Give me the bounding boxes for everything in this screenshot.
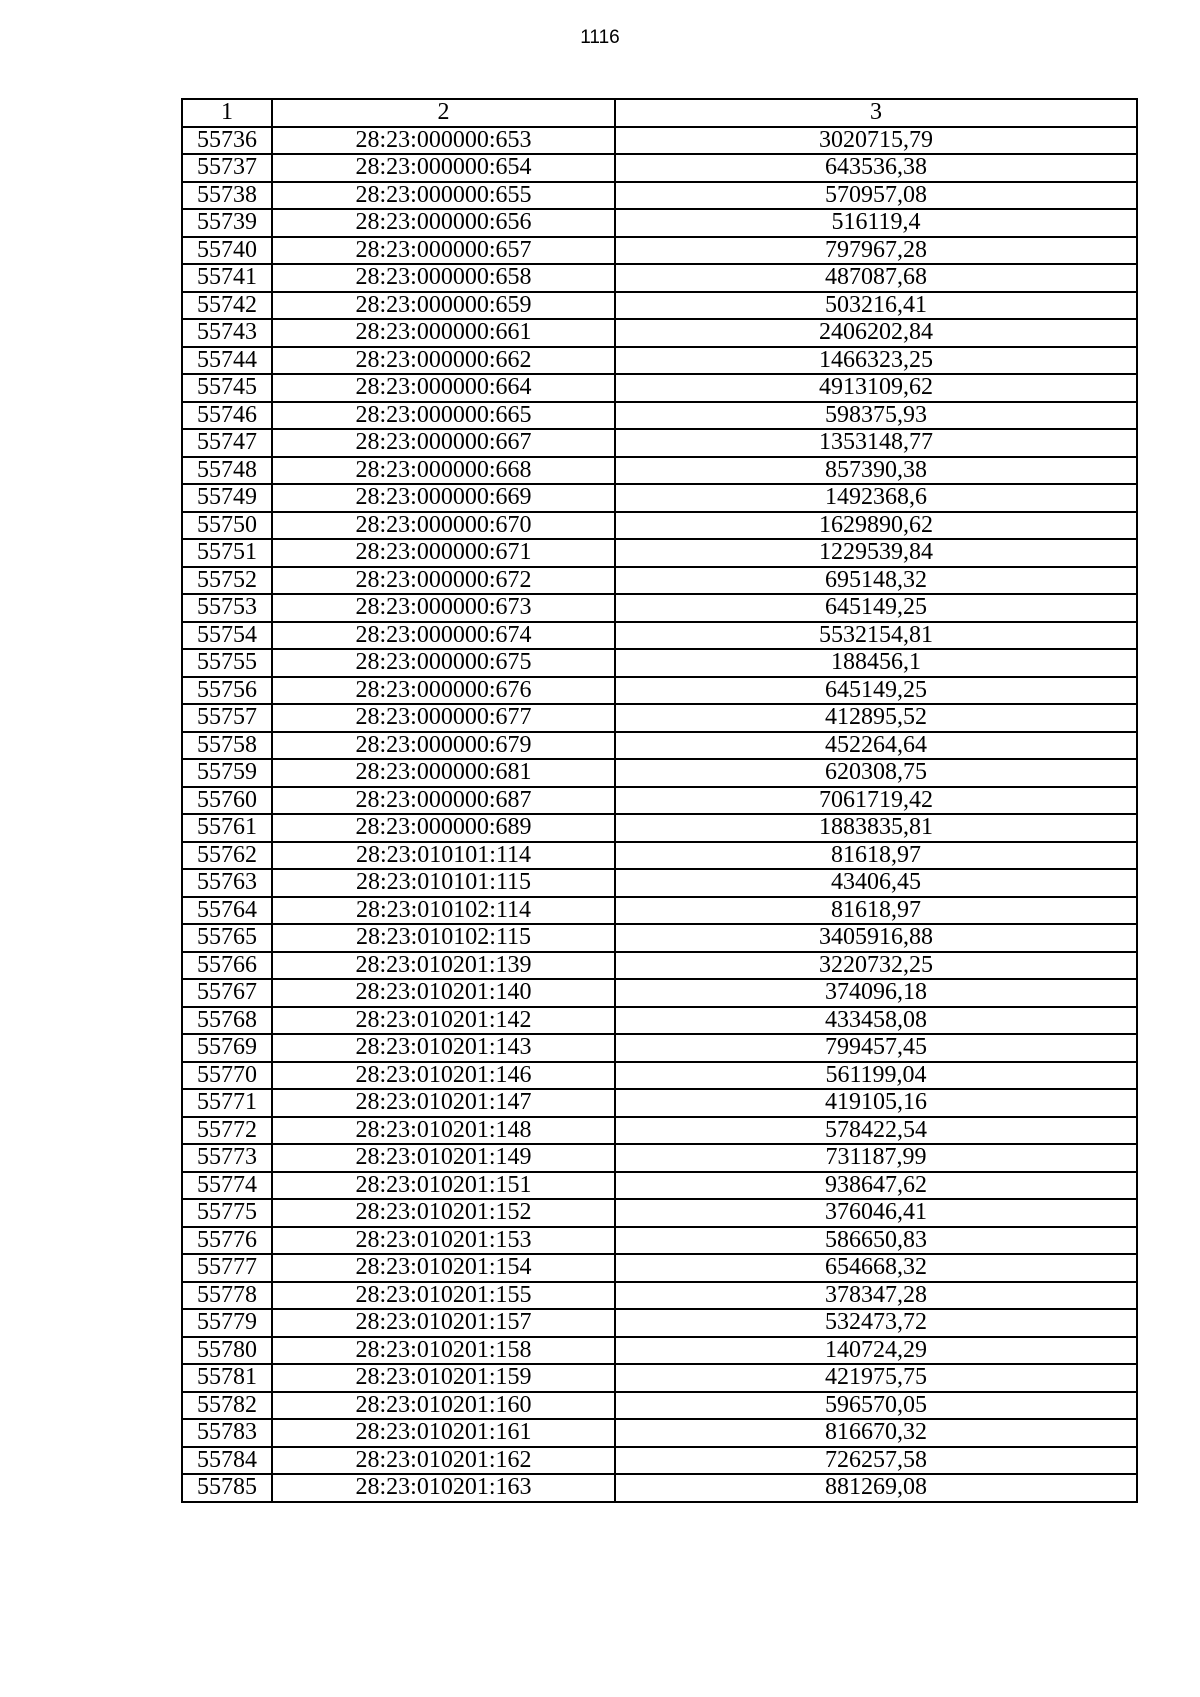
row-number-cell: 55778 [182, 1282, 272, 1310]
cadastral-number-cell: 28:23:000000:656 [272, 209, 615, 237]
value-cell: 938647,62 [615, 1172, 1137, 1200]
table-row [182, 897, 1137, 925]
table-row [182, 1282, 1137, 1310]
table-body [182, 127, 1137, 1502]
row-number-cell: 55760 [182, 787, 272, 815]
table-row [182, 209, 1137, 237]
table-row [182, 1227, 1137, 1255]
table-row [182, 154, 1137, 182]
cadastral-number-cell: 28:23:000000:667 [272, 429, 615, 457]
cadastral-number-cell: 28:23:010102:115 [272, 924, 615, 952]
cadastral-number-cell: 28:23:000000:674 [272, 622, 615, 650]
row-number-cell: 55768 [182, 1007, 272, 1035]
table-row [182, 264, 1137, 292]
table-row [182, 704, 1137, 732]
table-row [182, 539, 1137, 567]
row-number-cell: 55780 [182, 1337, 272, 1365]
cadastral-number-cell: 28:23:010201:139 [272, 952, 615, 980]
value-cell: 726257,58 [615, 1447, 1137, 1475]
value-cell: 857390,38 [615, 457, 1137, 485]
cadastral-number-cell: 28:23:000000:655 [272, 182, 615, 210]
row-number-cell: 55750 [182, 512, 272, 540]
table-row [182, 1254, 1137, 1282]
value-cell: 2406202,84 [615, 319, 1137, 347]
row-number-cell: 55757 [182, 704, 272, 732]
row-number-cell: 55753 [182, 594, 272, 622]
row-number-cell: 55742 [182, 292, 272, 320]
table-row [182, 1419, 1137, 1447]
value-cell: 81618,97 [615, 842, 1137, 870]
row-number-cell: 55743 [182, 319, 272, 347]
cadastral-number-cell: 28:23:010201:149 [272, 1144, 615, 1172]
table-row [182, 924, 1137, 952]
cadastral-number-cell: 28:23:000000:668 [272, 457, 615, 485]
cadastral-number-cell: 28:23:000000:662 [272, 347, 615, 375]
page-number: 1116 [580, 27, 620, 48]
table-row [182, 1007, 1137, 1035]
row-number-cell: 55771 [182, 1089, 272, 1117]
row-number-cell: 55775 [182, 1199, 272, 1227]
cadastral-number-cell: 28:23:010201:151 [272, 1172, 615, 1200]
cadastral-number-cell: 28:23:000000:677 [272, 704, 615, 732]
cadastral-number-cell: 28:23:010201:155 [272, 1282, 615, 1310]
value-cell: 695148,32 [615, 567, 1137, 595]
cadastral-number-cell: 28:23:000000:665 [272, 402, 615, 430]
table-row [182, 484, 1137, 512]
row-number-cell: 55752 [182, 567, 272, 595]
value-cell: 1353148,77 [615, 429, 1137, 457]
row-number-cell: 55770 [182, 1062, 272, 1090]
cadastral-number-cell: 28:23:010201:163 [272, 1474, 615, 1502]
table-row [182, 787, 1137, 815]
value-cell: 598375,93 [615, 402, 1137, 430]
value-cell: 799457,45 [615, 1034, 1137, 1062]
table-row [182, 1089, 1137, 1117]
table-row [182, 1309, 1137, 1337]
value-cell: 1629890,62 [615, 512, 1137, 540]
value-cell: 1492368,6 [615, 484, 1137, 512]
value-cell: 586650,83 [615, 1227, 1137, 1255]
row-number-cell: 55777 [182, 1254, 272, 1282]
table-row [182, 952, 1137, 980]
table-row [182, 1117, 1137, 1145]
row-number-cell: 55741 [182, 264, 272, 292]
cadastral-number-cell: 28:23:000000:658 [272, 264, 615, 292]
row-number-cell: 55779 [182, 1309, 272, 1337]
row-number-cell: 55736 [182, 127, 272, 155]
column-header-2: 2 [272, 99, 615, 127]
value-cell: 421975,75 [615, 1364, 1137, 1392]
cadastral-number-cell: 28:23:010201:142 [272, 1007, 615, 1035]
row-number-cell: 55773 [182, 1144, 272, 1172]
row-number-cell: 55758 [182, 732, 272, 760]
cadastral-number-cell: 28:23:000000:670 [272, 512, 615, 540]
table-row [182, 347, 1137, 375]
table-header [182, 99, 1137, 127]
cadastral-number-cell: 28:23:010101:114 [272, 842, 615, 870]
table-row [182, 1364, 1137, 1392]
value-cell: 731187,99 [615, 1144, 1137, 1172]
row-number-cell: 55739 [182, 209, 272, 237]
cadastral-number-cell: 28:23:010201:152 [272, 1199, 615, 1227]
cadastral-number-cell: 28:23:000000:671 [272, 539, 615, 567]
table-row [182, 1034, 1137, 1062]
cadastral-number-cell: 28:23:000000:664 [272, 374, 615, 402]
cadastral-number-cell: 28:23:000000:659 [272, 292, 615, 320]
table-row [182, 237, 1137, 265]
column-header-3: 3 [615, 99, 1137, 127]
cadastral-number-cell: 28:23:010102:114 [272, 897, 615, 925]
table-row [182, 182, 1137, 210]
row-number-cell: 55767 [182, 979, 272, 1007]
row-number-cell: 55765 [182, 924, 272, 952]
row-number-cell: 55755 [182, 649, 272, 677]
table-row [182, 649, 1137, 677]
row-number-cell: 55776 [182, 1227, 272, 1255]
table-row [182, 457, 1137, 485]
row-number-cell: 55751 [182, 539, 272, 567]
value-cell: 561199,04 [615, 1062, 1137, 1090]
value-cell: 7061719,42 [615, 787, 1137, 815]
table-row [182, 842, 1137, 870]
row-number-cell: 55762 [182, 842, 272, 870]
value-cell: 620308,75 [615, 759, 1137, 787]
row-number-cell: 55784 [182, 1447, 272, 1475]
value-cell: 503216,41 [615, 292, 1137, 320]
value-cell: 81618,97 [615, 897, 1137, 925]
cadastral-number-cell: 28:23:000000:675 [272, 649, 615, 677]
value-cell: 433458,08 [615, 1007, 1137, 1035]
cadastral-number-cell: 28:23:000000:653 [272, 127, 615, 155]
cadastral-number-cell: 28:23:000000:679 [272, 732, 615, 760]
table-row [182, 1144, 1137, 1172]
table-row [182, 1172, 1137, 1200]
row-number-cell: 55747 [182, 429, 272, 457]
row-number-cell: 55759 [182, 759, 272, 787]
cadastral-number-cell: 28:23:000000:673 [272, 594, 615, 622]
cadastral-number-cell: 28:23:010201:162 [272, 1447, 615, 1475]
cadastral-number-cell: 28:23:010201:158 [272, 1337, 615, 1365]
value-cell: 376046,41 [615, 1199, 1137, 1227]
cadastral-number-cell: 28:23:000000:669 [272, 484, 615, 512]
cadastral-number-cell: 28:23:000000:676 [272, 677, 615, 705]
value-cell: 188456,1 [615, 649, 1137, 677]
value-cell: 3220732,25 [615, 952, 1137, 980]
table-row [182, 1062, 1137, 1090]
cadastral-number-cell: 28:23:010201:143 [272, 1034, 615, 1062]
value-cell: 816670,32 [615, 1419, 1137, 1447]
cadastral-number-cell: 28:23:000000:681 [272, 759, 615, 787]
cadastral-number-cell: 28:23:010201:146 [272, 1062, 615, 1090]
value-cell: 654668,32 [615, 1254, 1137, 1282]
value-cell: 532473,72 [615, 1309, 1137, 1337]
table-row [182, 677, 1137, 705]
value-cell: 645149,25 [615, 677, 1137, 705]
cadastral-number-cell: 28:23:010201:140 [272, 979, 615, 1007]
value-cell: 1466323,25 [615, 347, 1137, 375]
table-row [182, 374, 1137, 402]
value-cell: 452264,64 [615, 732, 1137, 760]
row-number-cell: 55763 [182, 869, 272, 897]
value-cell: 1883835,81 [615, 814, 1137, 842]
table-row [182, 1447, 1137, 1475]
table-row [182, 594, 1137, 622]
table-row [182, 1392, 1137, 1420]
value-cell: 3405916,88 [615, 924, 1137, 952]
cadastral-number-cell: 28:23:010201:154 [272, 1254, 615, 1282]
cadastral-number-cell: 28:23:010201:159 [272, 1364, 615, 1392]
table-row [182, 512, 1137, 540]
table-row [182, 1474, 1137, 1502]
row-number-cell: 55761 [182, 814, 272, 842]
row-number-cell: 55754 [182, 622, 272, 650]
cadastral-value-table [181, 98, 1138, 1503]
value-cell: 378347,28 [615, 1282, 1137, 1310]
table-row [182, 429, 1137, 457]
cadastral-number-cell: 28:23:000000:672 [272, 567, 615, 595]
row-number-cell: 55774 [182, 1172, 272, 1200]
row-number-cell: 55746 [182, 402, 272, 430]
row-number-cell: 55783 [182, 1419, 272, 1447]
value-cell: 797967,28 [615, 237, 1137, 265]
table-row [182, 402, 1137, 430]
table-row [182, 869, 1137, 897]
cadastral-number-cell: 28:23:000000:687 [272, 787, 615, 815]
row-number-cell: 55769 [182, 1034, 272, 1062]
row-number-cell: 55785 [182, 1474, 272, 1502]
value-cell: 596570,05 [615, 1392, 1137, 1420]
table-row [182, 759, 1137, 787]
cadastral-number-cell: 28:23:010201:153 [272, 1227, 615, 1255]
cadastral-number-cell: 28:23:000000:654 [272, 154, 615, 182]
value-cell: 578422,54 [615, 1117, 1137, 1145]
row-number-cell: 55781 [182, 1364, 272, 1392]
value-cell: 374096,18 [615, 979, 1137, 1007]
value-cell: 3020715,79 [615, 127, 1137, 155]
cadastral-number-cell: 28:23:000000:657 [272, 237, 615, 265]
row-number-cell: 55764 [182, 897, 272, 925]
table-row [182, 127, 1137, 155]
table-row [182, 622, 1137, 650]
row-number-cell: 55745 [182, 374, 272, 402]
cadastral-number-cell: 28:23:000000:689 [272, 814, 615, 842]
column-header-1: 1 [182, 99, 272, 127]
value-cell: 645149,25 [615, 594, 1137, 622]
value-cell: 43406,45 [615, 869, 1137, 897]
row-number-cell: 55738 [182, 182, 272, 210]
cadastral-number-cell: 28:23:010201:148 [272, 1117, 615, 1145]
cadastral-number-cell: 28:23:010101:115 [272, 869, 615, 897]
cadastral-number-cell: 28:23:010201:157 [272, 1309, 615, 1337]
table-row [182, 1337, 1137, 1365]
value-cell: 419105,16 [615, 1089, 1137, 1117]
table-row [182, 979, 1137, 1007]
table-row [182, 814, 1137, 842]
cadastral-number-cell: 28:23:010201:161 [272, 1419, 615, 1447]
row-number-cell: 55740 [182, 237, 272, 265]
table-row [182, 732, 1137, 760]
row-number-cell: 55749 [182, 484, 272, 512]
header-row [182, 99, 1137, 127]
value-cell: 5532154,81 [615, 622, 1137, 650]
value-cell: 487087,68 [615, 264, 1137, 292]
table-row [182, 1199, 1137, 1227]
value-cell: 516119,4 [615, 209, 1137, 237]
cadastral-number-cell: 28:23:000000:661 [272, 319, 615, 347]
table-row [182, 292, 1137, 320]
value-cell: 412895,52 [615, 704, 1137, 732]
row-number-cell: 55748 [182, 457, 272, 485]
row-number-cell: 55766 [182, 952, 272, 980]
cadastral-number-cell: 28:23:010201:160 [272, 1392, 615, 1420]
value-cell: 4913109,62 [615, 374, 1137, 402]
row-number-cell: 55782 [182, 1392, 272, 1420]
row-number-cell: 55772 [182, 1117, 272, 1145]
value-cell: 140724,29 [615, 1337, 1137, 1365]
value-cell: 1229539,84 [615, 539, 1137, 567]
row-number-cell: 55744 [182, 347, 272, 375]
row-number-cell: 55756 [182, 677, 272, 705]
value-cell: 643536,38 [615, 154, 1137, 182]
value-cell: 570957,08 [615, 182, 1137, 210]
table-row [182, 567, 1137, 595]
row-number-cell: 55737 [182, 154, 272, 182]
cadastral-number-cell: 28:23:010201:147 [272, 1089, 615, 1117]
table-row [182, 319, 1137, 347]
value-cell: 881269,08 [615, 1474, 1137, 1502]
